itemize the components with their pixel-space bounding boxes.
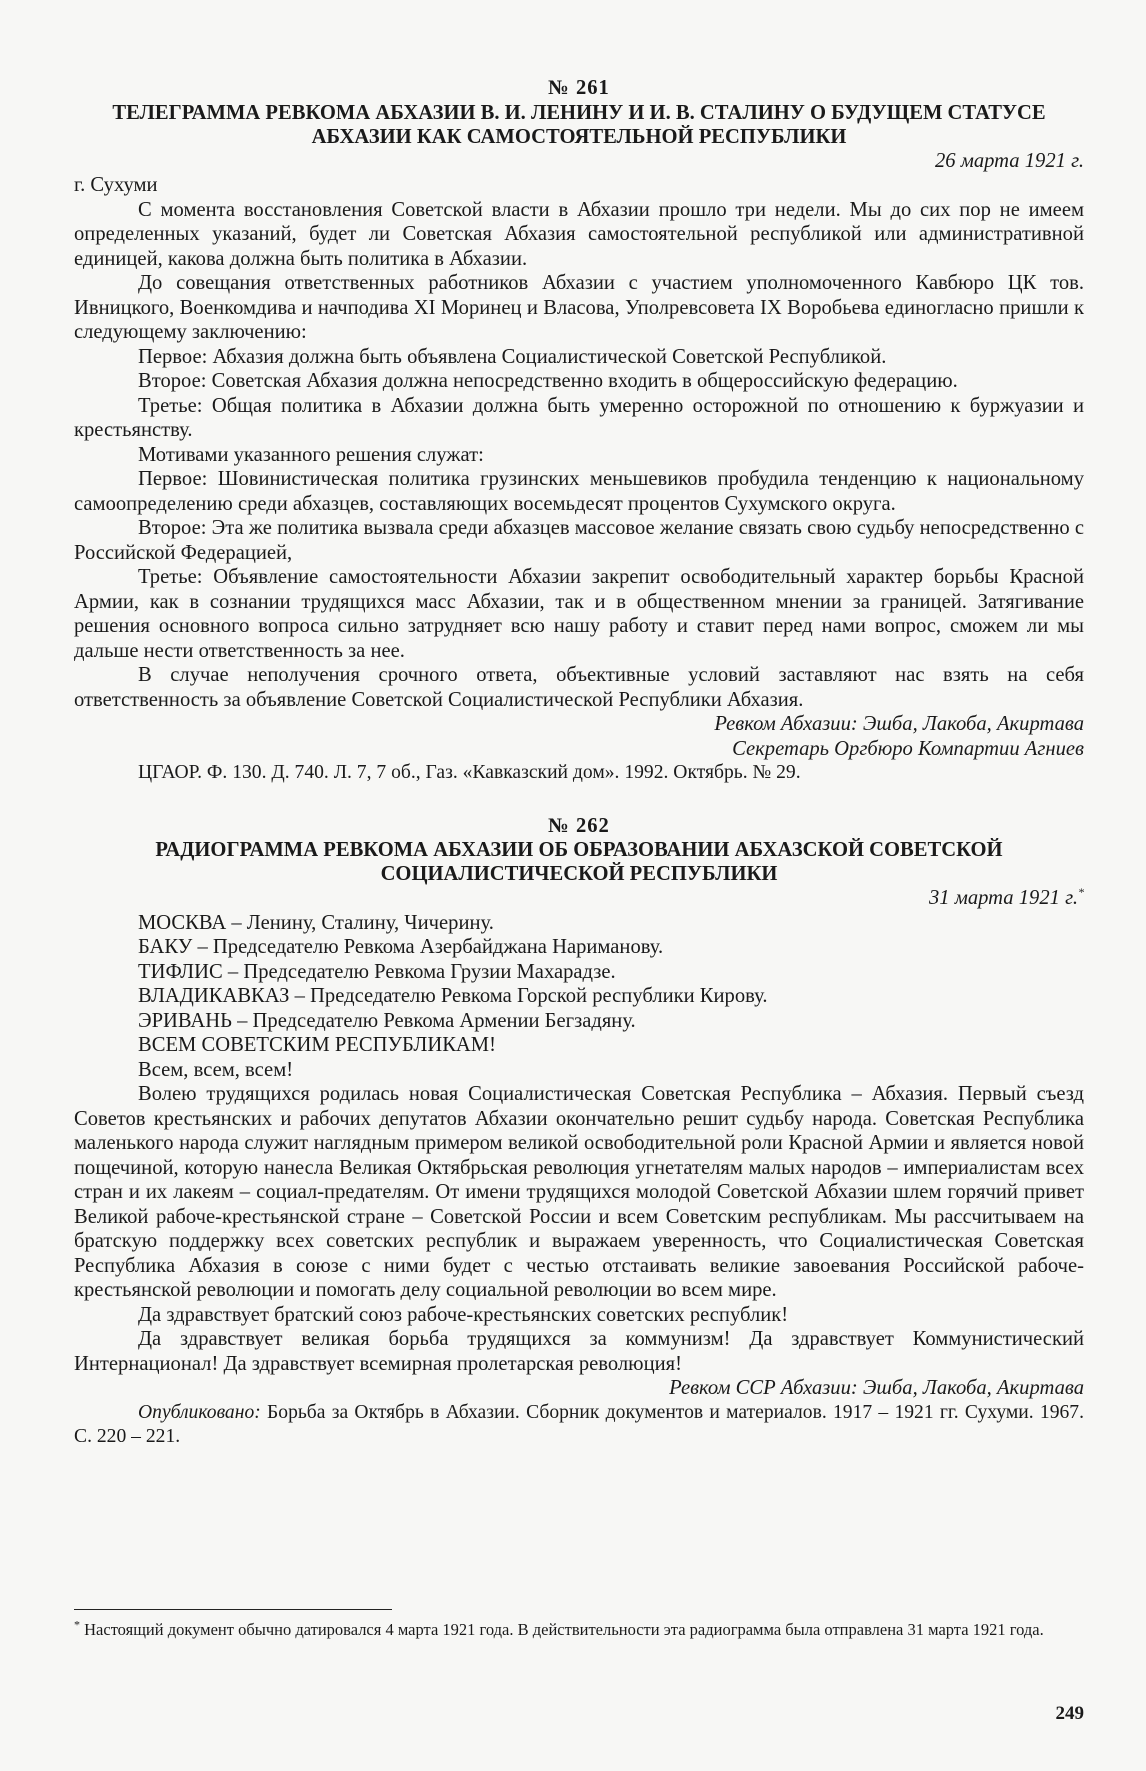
address-line: МОСКВА – Ленину, Сталину, Чичерину. — [138, 911, 494, 934]
document-title: РАДИОГРАММА РЕВКОМА АБХАЗИИ ОБ ОБРАЗОВАНИИ АБХАЗСКОЙ СОВЕТСКОЙ СОЦИАЛИСТИЧЕСКОЙ РЕСПУБЛИКИ — [155, 839, 1003, 885]
date-text: 31 марта 1921 г. — [928, 887, 1078, 909]
document-number: № 262 — [548, 814, 610, 837]
footnote-mark: * — [74, 1617, 80, 1632]
address-line: ВСЕМ СОВЕТСКИМ РЕСПУБЛИКАМ! — [138, 1034, 496, 1056]
signature: Секретарь Оргбюро Компартии Агниев — [732, 737, 1084, 760]
document-date: 26 марта 1921 г. — [934, 149, 1084, 172]
paragraph: Второе: Эта же политика вызвала среди абхазцев массовое желание связать свою судьбу непосредственно с Российской Федерацией, — [74, 517, 1084, 564]
paragraph: Третье: Общая политика в Абхазии должна быть умеренно осторожной по отношению к буржуазии и крестьянству. — [74, 394, 1084, 441]
paragraph: До совещания ответственных работников Абхазии с участием уполномоченного Кавбюро ЦК тов. Ивницкого, Военкомдива и начподива XI Моринец и Власова, Уполревсовета IX Воробьева единогласно пришли к следующему заключению: — [74, 272, 1084, 343]
document-title: ТЕЛЕГРАММА РЕВКОМА АБХАЗИИ В. И. ЛЕНИНУ И И. В. СТАЛИНУ О БУДУЩЕМ СТАТУСЕ АБХАЗИИ КАК САМОСТОЯТЕЛЬНОЙ РЕСПУБЛИКИ — [112, 101, 1046, 148]
archive-reference: ЦГАОР. Ф. 130. Д. 740. Л. 7, 7 об., Газ. «Кавказский дом». 1992. Октябрь. № 29. — [138, 762, 801, 783]
address-line: БАКУ – Председателю Ревкома Азербайджана Нариманову. — [138, 936, 664, 958]
signature: Ревком ССР Абхазии: Эшба, Лакоба, Акиртава — [669, 1377, 1084, 1399]
address-line: Всем, всем, всем! — [138, 1058, 294, 1081]
signature: Ревком Абхазии: Эшба, Лакоба, Акиртава — [714, 713, 1084, 735]
publication-label: Опубликовано: — [138, 1401, 261, 1423]
address-line: ЭРИВАНЬ – Председателю Ревкома Армении Бегзадяну. — [138, 1009, 636, 1032]
paragraph: Первое: Абхазия должна быть объявлена Социалистической Советской Республикой. — [138, 345, 887, 368]
paragraph: Да здравствует братский союз рабоче-крестьянских советских республик! — [138, 1303, 789, 1326]
document-place: г. Сухуми — [74, 174, 158, 196]
page-number: 249 — [1055, 1703, 1084, 1724]
paragraph: Волею трудящихся родилась новая Социалистическая Советская Республика – Абхазия. Первый съезд Советов крестьянских и рабочих депутатов Абхазии окончательно решит судьбу народа. Советская Республика маленького народа служит наглядным примером великой освободительной роли Красной Армии и является новой пощечиной, которую нанесла Великая Октябрьская революция угнетателям малых народов – империалистам всех стран и их лакеям – социал-предателям. От имени трудящихся молодой Советской Абхазии шлем горячий привет Великой рабоче-крестьянской стране – Советской России и всем Советским республикам. Мы рассчитываем на братскую поддержку всех советских республик и выражаем уверенность, что Социалистическая Советская Республика Абхазия в союзе с ними будет с честью отстаивать великие завоевания Российской рабоче-крестьянской революции и помогать делу социальной революции во всем мире. — [74, 1083, 1084, 1301]
footnote — [74, 1619, 1084, 1641]
paragraph: Первое: Шовинистическая политика грузинских меньшевиков пробудила тенденцию к национальному самоопределению среди абхазцев, составляющих восемьдесят процентов Сухумского округа. — [74, 468, 1084, 515]
footnote-text: Настоящий документ обычно датировался 4 марта 1921 года. В действительности эта радиограмма была отправлена 31 марта 1921 года. — [80, 1620, 1044, 1639]
paragraph: В случае неполучения срочного ответа, объективные условий заставляют нас взять на себя ответственность за объявление Советской Социалистической Республики Абхазия. — [74, 664, 1084, 711]
paragraph: Мотивами указанного решения служат: — [138, 443, 484, 466]
footnote-divider — [74, 1609, 392, 1610]
document-number: № 261 — [548, 77, 610, 99]
paragraph: Да здравствует великая борьба трудящихся за коммунизм! Да здравствует Коммунистический Интернационал! Да здравствует всемирная пролетарская революция! — [74, 1328, 1084, 1375]
address-line: ТИФЛИС – Председателю Ревкома Грузии Махарадзе. — [138, 960, 616, 983]
page-body — [74, 76, 1084, 1450]
paragraph: Третье: Объявление самостоятельности Абхазии закрепит освободительный характер борьбы Красной Армии, как в сознании трудящихся масс Абхазии, так и в общественном мнении за границей. Затягивание решения основного вопроса сильно затрудняет всю нашу работу и ставит перед нами вопрос, сможем ли мы дальше нести ответственность за нее. — [74, 566, 1084, 662]
address-line: ВЛАДИКАВКАЗ – Председателю Ревкома Горской республики Кирову. — [138, 985, 768, 1007]
document-262 — [74, 814, 1084, 1450]
document-date — [74, 886, 1084, 911]
paragraph: С момента восстановления Советской власти в Абхазии прошло три недели. Мы до сих пор не имеем определенных указаний, будет ли Советская Абхазия самостоятельной республикой или административной единицей, какова должна быть политика в Абхазии. — [74, 198, 1084, 270]
paragraph: Второе: Советская Абхазия должна непосредственно входить в общероссийскую федерацию. — [138, 370, 958, 392]
document-261 — [74, 76, 1084, 786]
publication-reference — [74, 1401, 1084, 1450]
publication-text: Борьба за Октябрь в Абхазии. Сборник документов и материалов. 1917 – 1921 гг. Сухуми. 1967. С. 220 – 221. — [74, 1401, 1084, 1447]
footnote-mark: * — [1078, 885, 1084, 900]
